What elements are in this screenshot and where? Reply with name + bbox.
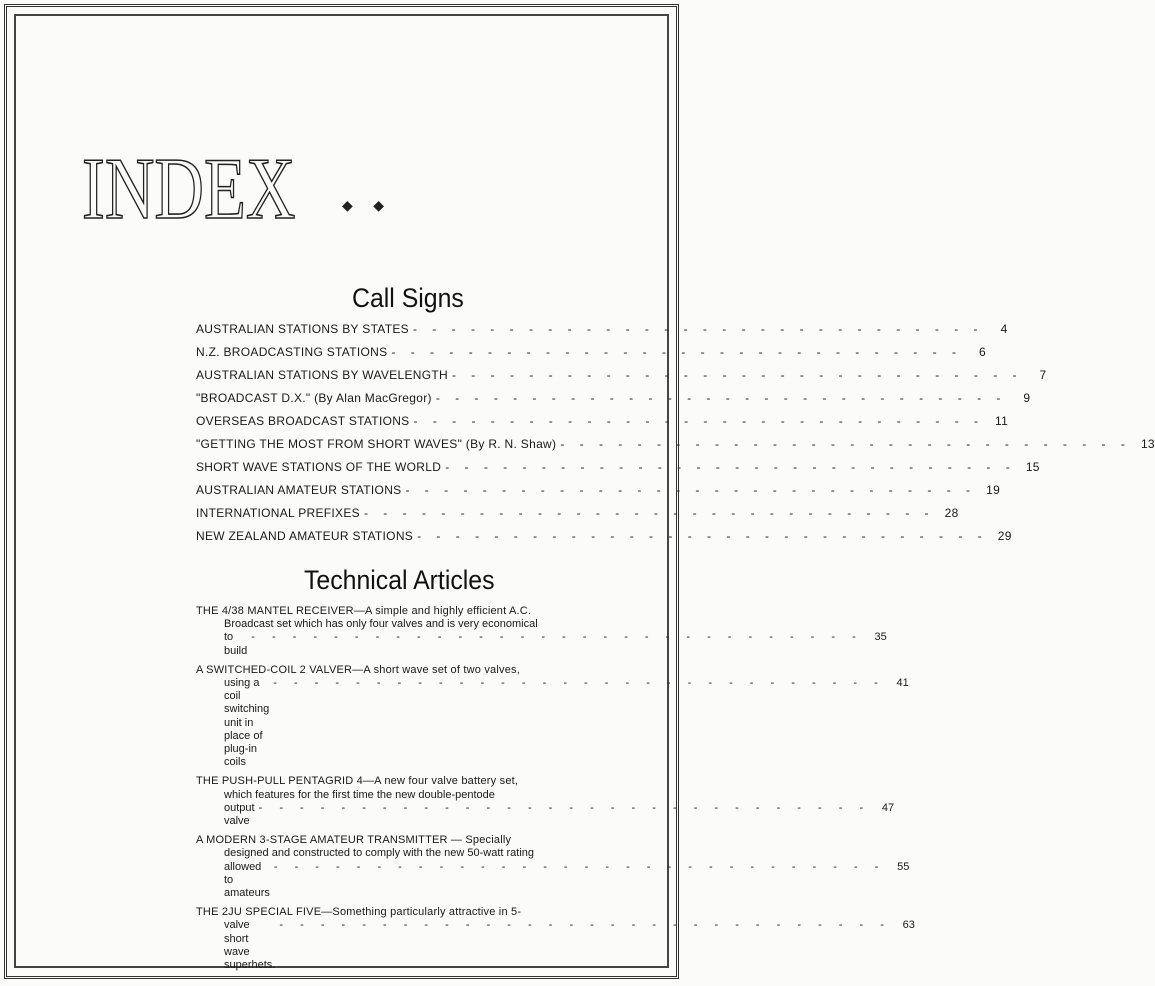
page-number: 35 (874, 631, 887, 644)
page-number: 55 (897, 860, 910, 873)
entry-label: "BROADCAST D.X." (By Alan MacGregor) (196, 391, 432, 405)
article-last-line (196, 860, 910, 901)
page-number: 63 (902, 919, 915, 932)
article-entry[interactable] (196, 663, 909, 770)
article-last-line (196, 677, 909, 769)
page-number: 28 (944, 506, 959, 520)
title-ornament: ◆ ◆ (342, 198, 392, 214)
article-entry[interactable] (196, 605, 887, 658)
page-number: 13 (1140, 437, 1155, 451)
article-last-line (196, 801, 895, 828)
dot-leader: - - - - - - - - - - - - - - - - - - - - - - - - - - - - - - (273, 860, 886, 873)
dot-leader: - - - - - - - - - - - - - - - - - - - - - - - - - - - - - - (405, 483, 977, 497)
article-last-line-text: valve short wave superhets. (224, 919, 276, 972)
dot-leader: - - - - - - - - - - - - - - - - - - - - - - - - - - - - - - (445, 460, 1016, 474)
dot-leader: - - - - - - - - - - - - - - - - - - - - - - - - - - - - - - (451, 368, 1023, 382)
dot-leader: - - - - - - - - - - - - - - - - - - - - - - - - - - - - - - (417, 529, 988, 543)
dot-leader: - - - - - - - - - - - - - - - - - - - - - - - - - - - - - - (363, 506, 935, 520)
dot-leader: - - - - - - - - - - - - - - - - - - - - - - - - - - - - - - (412, 322, 984, 336)
entry-label: N.Z. BROADCASTING STATIONS (196, 345, 388, 359)
article-last-line-text: output valve (224, 801, 255, 828)
entry-label: AUSTRALIAN STATIONS BY STATES (196, 322, 409, 336)
index-entry[interactable] (196, 322, 1008, 345)
article-last-line-text: to build (224, 631, 248, 657)
article-first-line: A SWITCHED-COIL 2 VALVER—A short wave set of two valves, (196, 663, 520, 676)
article-first-line: THE 2JU SPECIAL FIVE—Something particularly attractive in 5- (196, 906, 522, 919)
entry-label: OVERSEAS BROADCAST STATIONS (196, 414, 410, 428)
article-description-line: designed and constructed to comply with the new 50-watt rating (224, 847, 535, 860)
article-first-line: A MODERN 3-STAGE AMATEUR TRANSMITTER — Specially (196, 834, 512, 847)
call-signs-heading: Call Signs (352, 283, 464, 313)
article-entry[interactable] (196, 775, 895, 828)
index-entry[interactable] (196, 529, 1012, 552)
index-entry[interactable] (196, 460, 1040, 483)
index-entry[interactable] (196, 437, 1155, 460)
article-last-line-text: using a coil switching unit in place of plug-in coils (224, 677, 270, 769)
index-entry[interactable] (196, 345, 986, 368)
entry-label: SHORT WAVE STATIONS OF THE WORLD (196, 460, 442, 474)
article-entry[interactable] (196, 906, 915, 972)
article-first-line: THE 4/38 MANTEL RECEIVER—A simple and highly efficient A.C. (196, 605, 532, 617)
technical-articles-list (196, 605, 915, 978)
page-number: 6 (978, 345, 986, 359)
entry-label: NEW ZEALAND AMATEUR STATIONS (196, 529, 414, 543)
page-number: 19 (986, 483, 1001, 497)
article-last-line (196, 631, 887, 657)
index-entry[interactable] (196, 414, 1009, 437)
entry-label: AUSTRALIAN AMATEUR STATIONS (196, 483, 402, 497)
page-number: 15 (1025, 460, 1040, 474)
page-number: 7 (1039, 368, 1047, 382)
dot-leader: - - - - - - - - - - - - - - - - - - - - - - - - - - - - - - (251, 631, 863, 644)
dot-leader: - - - - - - - - - - - - - - - - - - - - - - - - - - - - - - (273, 677, 885, 690)
call-signs-list (196, 322, 1155, 552)
article-description-line: which features for the first time the new double-pentode (224, 788, 495, 801)
page-number: 41 (896, 677, 909, 690)
entry-label: "GETTING THE MOST FROM SHORT WAVES" (By R. N. Shaw) (196, 437, 557, 451)
page-number: 29 (997, 529, 1012, 543)
entry-label: AUSTRALIAN STATIONS BY WAVELENGTH (196, 368, 448, 382)
dot-leader: - - - - - - - - - - - - - - - - - - - - - - - - - - - - - - (560, 437, 1131, 451)
article-last-line-text: allowed to amateurs (224, 860, 270, 900)
index-entry[interactable] (196, 506, 959, 529)
dot-leader: - - - - - - - - - - - - - - - - - - - - - - - - - - - - - - (413, 414, 985, 428)
dot-leader: - - - - - - - - - - - - - - - - - - - - - - - - - - - - - - (435, 391, 1007, 405)
index-entry[interactable] (196, 391, 1031, 414)
page-number: 4 (1000, 322, 1008, 336)
entry-label: INTERNATIONAL PREFIXES (196, 506, 360, 520)
article-entry[interactable] (196, 834, 910, 900)
article-description-line: Broadcast set which has only four valves and is very economical (224, 618, 538, 631)
index-entry[interactable] (196, 368, 1047, 391)
page-number: 11 (995, 414, 1009, 428)
dot-leader: - - - - - - - - - - - - - - - - - - - - - - - - - - - - - - (279, 919, 891, 932)
page-number: 9 (1023, 391, 1031, 405)
page-number: 47 (881, 801, 895, 814)
technical-articles-heading: Technical Articles (304, 565, 495, 595)
page-title: INDEX (82, 141, 296, 238)
index-entry[interactable] (196, 483, 1001, 506)
article-first-line: THE PUSH-PULL PENTAGRID 4—A new four valve battery set, (196, 775, 519, 788)
dot-leader: - - - - - - - - - - - - - - - - - - - - - - - - - - - - - - (391, 345, 962, 359)
dot-leader: - - - - - - - - - - - - - - - - - - - - - - - - - - - - - - (258, 801, 871, 814)
article-last-line (196, 919, 915, 972)
